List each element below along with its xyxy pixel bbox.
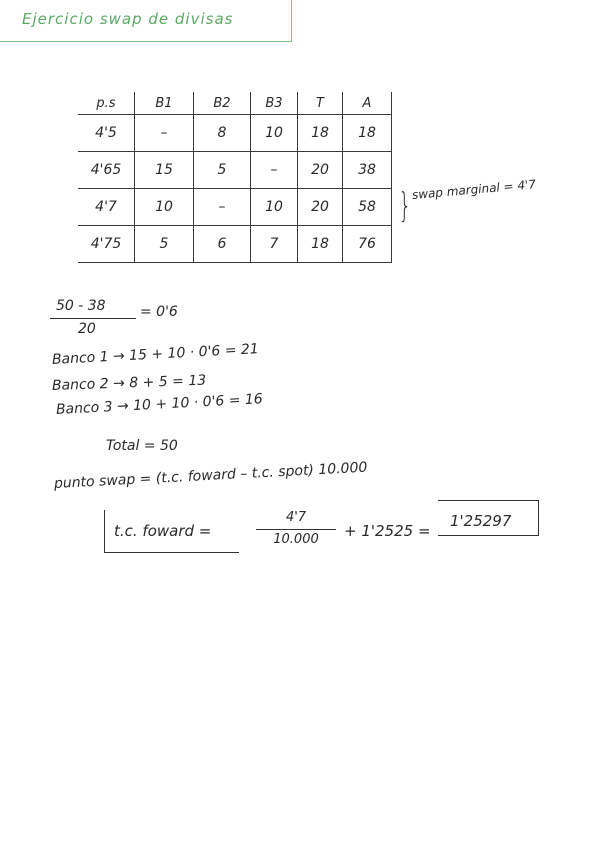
table-cell: 8 [194, 115, 251, 152]
fraction-denominator: 20 [78, 321, 96, 337]
table-cell: 4'75 [78, 226, 135, 263]
table-cell: 18 [343, 115, 392, 152]
table-cell: 38 [343, 152, 392, 189]
swap-marginal-note: swap marginal = 4'7 [411, 177, 537, 202]
formula-frac-num: 4'7 [285, 510, 307, 525]
table-row [78, 152, 392, 189]
table-cell: 5 [194, 152, 251, 189]
table-cell: – [194, 189, 251, 226]
table-cell: 58 [343, 189, 392, 226]
header-cell: B1 [135, 92, 194, 115]
formula-left: t.c. foward = [114, 522, 212, 540]
table-cell: 10 [251, 115, 298, 152]
table-cell: 7 [251, 226, 298, 263]
formula-frac-den: 10.000 [273, 532, 319, 547]
table-cell: 4'5 [78, 115, 135, 152]
table-cell: 4'7 [78, 189, 135, 226]
banco-3-line: Banco 3 → 10 + 10 · 0'6 = 16 [55, 391, 264, 418]
table-cell: 10 [251, 189, 298, 226]
header-cell: T [298, 92, 343, 115]
table-row [78, 189, 392, 226]
table-cell: 15 [135, 152, 194, 189]
fraction-calc [50, 298, 136, 337]
swap-table [78, 92, 392, 263]
header-cell: B3 [251, 92, 298, 115]
table-cell: – [251, 152, 298, 189]
header-cell: p.s [78, 92, 135, 115]
table-cell: 18 [298, 226, 343, 263]
table-header-row [78, 92, 392, 115]
punto-swap-line: punto swap = (t.c. foward – t.c. spot) 10.000 [53, 459, 368, 492]
formula-plus: + 1'2525 = [344, 522, 431, 540]
table-row [78, 226, 392, 263]
table-cell: 5 [135, 226, 194, 263]
formula-frac-bar [256, 529, 336, 530]
page-title: Ejercicio swap de divisas [22, 10, 234, 28]
fraction-numerator: 50 - 38 [56, 298, 106, 314]
fraction-bar [50, 318, 136, 319]
header-cell: A [343, 92, 392, 115]
table-cell: 10 [135, 189, 194, 226]
table-cell: 76 [343, 226, 392, 263]
table-cell: 6 [194, 226, 251, 263]
table-cell: 20 [298, 152, 343, 189]
formula-result: 1'25297 [450, 512, 512, 530]
banco-2-line: Banco 2 → 8 + 5 = 13 [51, 372, 207, 394]
fraction-result: = 0'6 [140, 304, 178, 320]
title-box [0, 0, 292, 42]
table-row [78, 115, 392, 152]
brace-mark: } [398, 186, 412, 226]
header-cell: B2 [194, 92, 251, 115]
table-cell: 20 [298, 189, 343, 226]
table-cell: 4'65 [78, 152, 135, 189]
table-cell: – [135, 115, 194, 152]
banco-1-line: Banco 1 → 15 + 10 · 0'6 = 21 [51, 341, 260, 368]
total-line: Total = 50 [106, 438, 178, 454]
formula-fraction [256, 510, 336, 547]
table-cell: 18 [298, 115, 343, 152]
forward-formula [104, 500, 540, 554]
